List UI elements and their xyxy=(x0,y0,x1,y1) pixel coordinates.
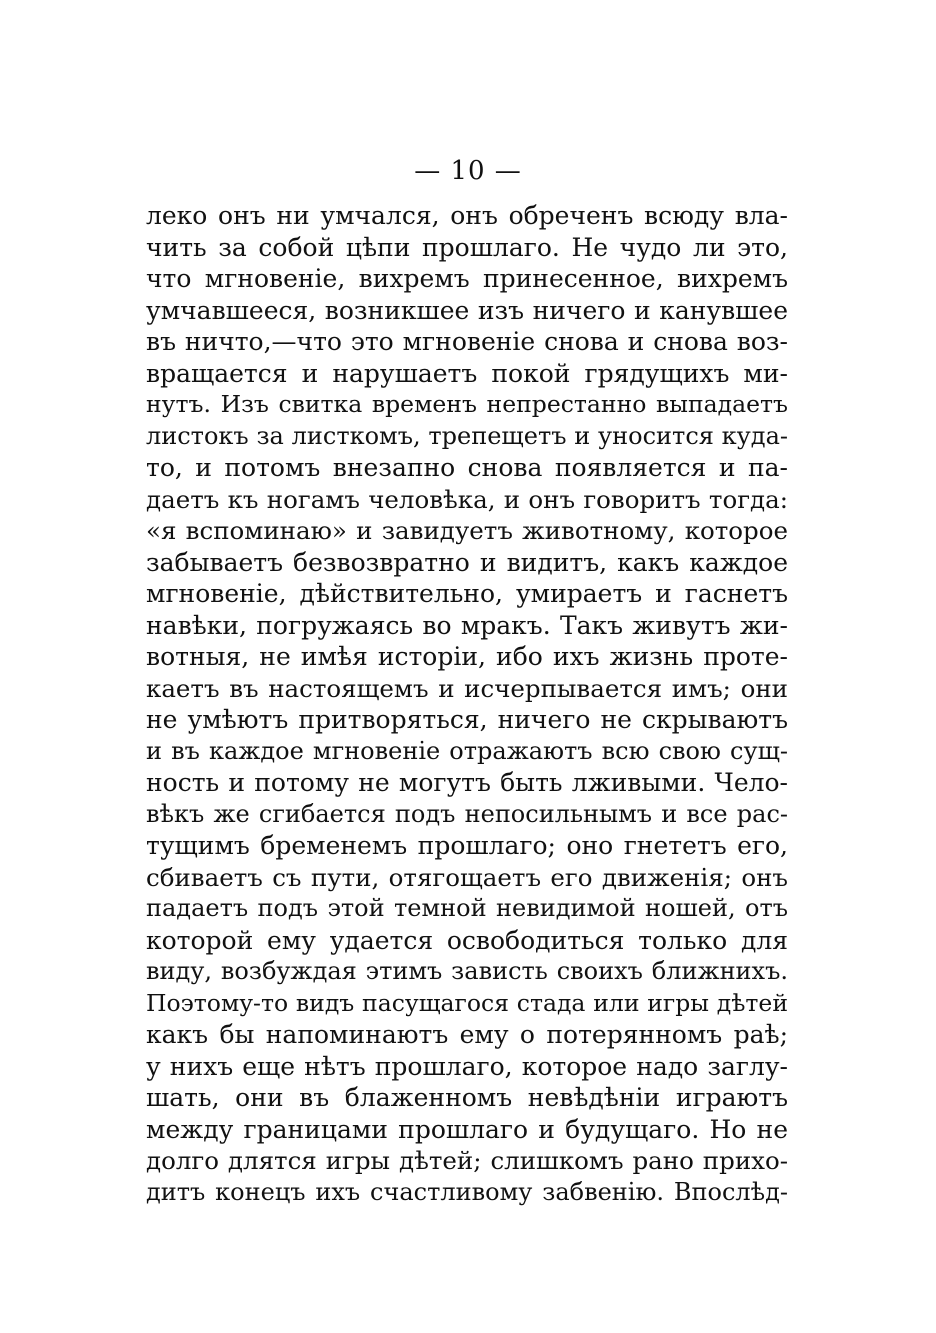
text-line: вѣкъ же сгибается подъ непосильнымъ и все рас- xyxy=(146,799,788,828)
text-line: между границами прошлаго и будущаго. Но не xyxy=(146,1114,788,1144)
text-line: вотныя, не имѣя исторіи, ибо ихъ жизнь проте- xyxy=(146,642,788,671)
text-line: что мгновеніе, вихремъ принесенное, вихремъ xyxy=(146,264,788,293)
text-line: Поэтому-то видъ пасущагося стада или игры дѣтей xyxy=(146,988,788,1017)
text-line: шать, они въ блаженномъ невѣдѣніи играютъ xyxy=(146,1083,788,1112)
text-line: тущимъ бременемъ прошлаго; оно гнететъ его, xyxy=(146,831,788,860)
text-line: чить за собой цѣпи прошлаго. Не чудо ли это, xyxy=(146,232,788,262)
text-line: «я вспоминаю» и завидуетъ животному, которое xyxy=(146,516,788,545)
text-line: нутъ. Изъ свитка временъ непрестанно выпадаетъ xyxy=(146,390,788,418)
text-line: листокъ за листкомъ, трепещетъ и уносится куда- xyxy=(146,421,788,450)
text-line: то, и потомъ внезапно снова появляется и па- xyxy=(146,453,788,482)
text-line: которой ему удается освободиться только для xyxy=(146,925,788,955)
text-line: у нихъ еще нѣтъ прошлаго, которое надо заглу- xyxy=(146,1051,788,1081)
body-text xyxy=(146,200,788,1208)
text-line: вращается и нарушаетъ покой грядущихъ ми- xyxy=(146,358,788,388)
text-line: умчавшееся, возникшее изъ ничего и канувшее xyxy=(146,295,788,325)
text-line: каетъ въ настоящемъ и исчерпывается имъ; они xyxy=(146,673,788,703)
text-line: забываетъ безвозвратно и видитъ, какъ каждое xyxy=(146,547,788,577)
text-line: не умѣютъ притворяться, ничего не скрываютъ xyxy=(146,705,788,734)
page-number: — 10 — xyxy=(414,156,522,186)
text-line: мгновеніе, дѣйствительно, умираетъ и гаснетъ xyxy=(146,579,788,608)
text-line: какъ бы напоминаютъ ему о потерянномъ раѣ; xyxy=(146,1020,788,1049)
text-line: даетъ къ ногамъ человѣка, и онъ говоритъ тогда: xyxy=(146,484,788,514)
text-line: сбиваетъ съ пути, отягощаетъ его движенія; онъ xyxy=(146,862,788,892)
text-line: и въ каждое мгновеніе отражаютъ всю свою сущ- xyxy=(146,736,788,765)
text-line: навѣки, погружаясь во мракъ. Такъ живутъ жи- xyxy=(146,610,788,640)
text-line: падаетъ подъ этой темной невидимой ношей, отъ xyxy=(146,894,788,922)
text-line: въ ничто,—что это мгновеніе снова и снова воз- xyxy=(146,327,788,356)
text-line: дитъ конецъ ихъ счастливому забвенію. Впослѣд- xyxy=(146,1177,788,1206)
text-line: виду, возбуждая этимъ зависть своихъ ближнихъ. xyxy=(146,957,788,985)
text-line: долго длятся игры дѣтей; слишкомъ рано прихо- xyxy=(146,1146,788,1175)
text-line: леко онъ ни умчался, онъ обреченъ всюду вла- xyxy=(146,201,788,230)
text-line: ность и потому не могутъ быть лживыми. Чело- xyxy=(146,768,788,797)
